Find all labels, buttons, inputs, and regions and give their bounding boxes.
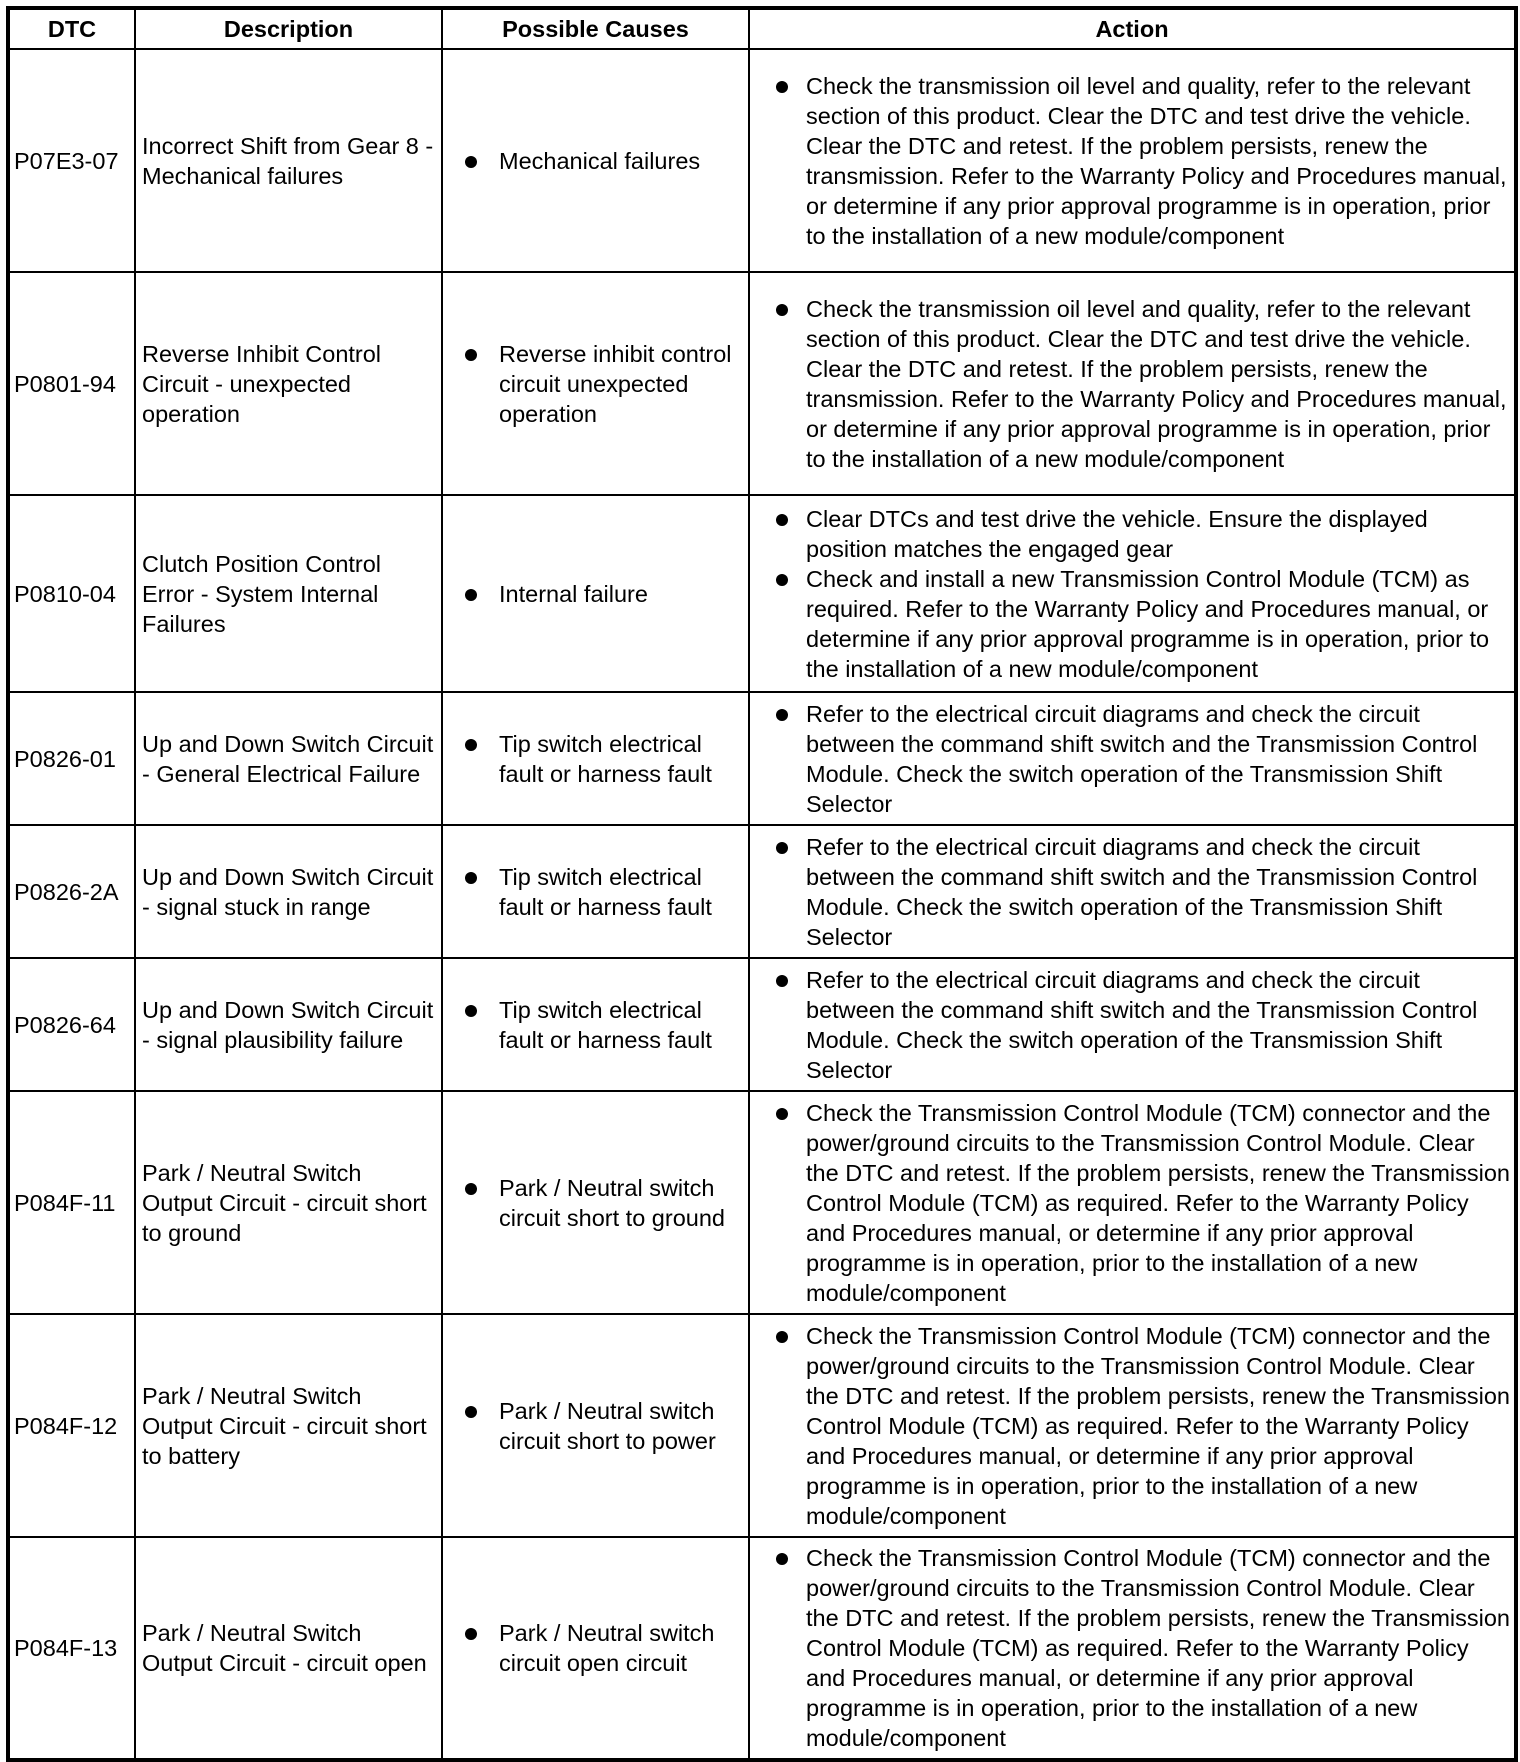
causes-cell [442,692,749,825]
cause-item [449,579,742,609]
action-text: Clear DTCs and test drive the vehicle. Ensure the displayed position matches the engaged gear [806,505,1428,562]
bullet-icon [465,1406,477,1418]
action-cell [749,825,1516,958]
action-cell [749,1091,1516,1314]
bullet-icon [776,709,788,721]
action-cell [749,495,1516,692]
cause-text: Park / Neutral switch circuit open circuit [499,1620,715,1676]
description-cell: Incorrect Shift from Gear 8 - Mechanical failures [135,49,442,272]
cause-text: Tip switch electrical fault or harness fault [499,996,712,1053]
action-item [756,699,1510,819]
bullet-icon [776,304,788,316]
cause-text: Park / Neutral switch circuit short to power [499,1397,716,1454]
action-cell [749,1314,1516,1537]
action-text: Refer to the electrical circuit diagrams and check the circuit between the command shift switch and the Transmission Control Module. Check the switch operation of the Transmission Shift Selector [806,833,1478,950]
dtc-code: P084F-11 [8,1091,135,1314]
bullet-icon [465,156,477,168]
action-cell [749,692,1516,825]
action-text: Check the Transmission Control Module (TCM) connector and the power/ground circuits to the Transmission Control Module. Clear the DTC and retest. If the problem persists, renew the Transmission Control Module (TCM) as required. Refer to the Warranty Policy and Procedures manual, or determine if any prior approval programme is in operation, prior to the installation of a new module/component [806,1545,1510,1751]
table-row [8,1091,1516,1314]
cause-item [449,995,742,1055]
table-row [8,272,1516,495]
causes-cell [442,1314,749,1537]
dtc-table [6,6,1518,1762]
dtc-code: P0826-64 [8,958,135,1091]
action-cell [749,49,1516,272]
cause-item [449,146,742,176]
description-cell: Up and Down Switch Circuit - signal stuck in range [135,825,442,958]
header-possible-causes: Possible Causes [442,8,749,49]
action-item [756,1543,1510,1753]
causes-cell [442,958,749,1091]
header-action: Action [749,8,1516,49]
causes-cell [442,49,749,272]
cause-text: Tip switch electrical fault or harness fault [499,863,712,920]
header-description: Description [135,8,442,49]
description-cell: Park / Neutral Switch Output Circuit - circuit short to battery [135,1314,442,1537]
table-row [8,49,1516,272]
dtc-code: P07E3-07 [8,49,135,272]
dtc-code: P0826-2A [8,825,135,958]
description-cell: Up and Down Switch Circuit - signal plausibility failure [135,958,442,1091]
causes-cell [442,495,749,692]
table-row [8,958,1516,1091]
action-item [756,564,1510,684]
description-cell: Park / Neutral Switch Output Circuit - circuit short to ground [135,1091,442,1314]
causes-cell [442,1537,749,1760]
header-dtc: DTC [8,8,135,49]
bullet-icon [465,1183,477,1195]
table-row [8,825,1516,958]
table-row [8,692,1516,825]
bullet-icon [776,81,788,93]
bullet-icon [776,514,788,526]
action-item [756,504,1510,564]
table-row [8,495,1516,692]
action-text: Refer to the electrical circuit diagrams and check the circuit between the command shift switch and the Transmission Control Module. Check the switch operation of the Transmission Shift Selector [806,700,1478,817]
cause-item [449,1618,742,1678]
cause-item [449,862,742,922]
cause-text: Internal failure [499,580,648,607]
bullet-icon [776,574,788,586]
cause-text: Reverse inhibit control circuit unexpected operation [499,340,732,427]
bullet-icon [465,1628,477,1640]
cause-item [449,1396,742,1456]
causes-cell [442,825,749,958]
action-text: Refer to the electrical circuit diagrams and check the circuit between the command shift switch and the Transmission Control Module. Check the switch operation of the Transmission Shift Selector [806,966,1478,1083]
table-row [8,1537,1516,1760]
dtc-code: P0826-01 [8,692,135,825]
action-item [756,832,1510,952]
dtc-code: P084F-12 [8,1314,135,1537]
bullet-icon [465,1005,477,1017]
cause-text: Tip switch electrical fault or harness fault [499,730,712,787]
description-cell: Reverse Inhibit Control Circuit - unexpected operation [135,272,442,495]
bullet-icon [465,872,477,884]
bullet-icon [776,842,788,854]
causes-cell [442,1091,749,1314]
cause-item [449,1173,742,1233]
cause-text: Mechanical failures [499,147,701,174]
table-row [8,1314,1516,1537]
dtc-code: P0801-94 [8,272,135,495]
bullet-icon [776,1331,788,1343]
bullet-icon [465,349,477,361]
bullet-icon [776,1108,788,1120]
action-text: Check the transmission oil level and quality, refer to the relevant section of this product. Clear the DTC and test drive the vehicle. Clear the DTC and retest. If the problem persists, renew the transmission. Refer to the Warranty Policy and Procedures manual, or determine if any prior approval programme is in operation, prior to the installation of a new module/component [806,72,1507,249]
action-item [756,1098,1510,1308]
table-body [8,49,1516,1760]
description-cell: Up and Down Switch Circuit - General Electrical Failure [135,692,442,825]
cause-item [449,339,742,429]
action-cell [749,1537,1516,1760]
action-cell [749,958,1516,1091]
description-cell: Park / Neutral Switch Output Circuit - circuit open [135,1537,442,1760]
action-text: Check the Transmission Control Module (TCM) connector and the power/ground circuits to the Transmission Control Module. Clear the DTC and retest. If the problem persists, renew the Transmission Control Module (TCM) as required. Refer to the Warranty Policy and Procedures manual, or determine if any prior approval programme is in operation, prior to the installation of a new module/component [806,1322,1510,1529]
action-cell [749,272,1516,495]
cause-text: Park / Neutral switch circuit short to ground [499,1174,725,1231]
action-item [756,965,1510,1085]
action-text: Check the Transmission Control Module (TCM) connector and the power/ground circuits to the Transmission Control Module. Clear the DTC and retest. If the problem persists, renew the Transmission Control Module (TCM) as required. Refer to the Warranty Policy and Procedures manual, or determine if any prior approval programme is in operation, prior to the installation of a new module/component [806,1099,1510,1306]
dtc-code: P0810-04 [8,495,135,692]
dtc-code: P084F-13 [8,1537,135,1760]
header-row [8,8,1516,49]
action-item [756,294,1510,474]
bullet-icon [465,589,477,601]
cause-item [449,729,742,789]
causes-cell [442,272,749,495]
action-text: Check the transmission oil level and quality, refer to the relevant section of this product. Clear the DTC and test drive the vehicle. Clear the DTC and retest. If the problem persists, renew the transmission. Refer to the Warranty Policy and Procedures manual, or determine if any prior approval programme is in operation, prior to the installation of a new module/component [806,295,1507,472]
description-cell: Clutch Position Control Error - System Internal Failures [135,495,442,692]
action-item [756,71,1510,251]
bullet-icon [776,975,788,987]
action-item [756,1321,1510,1531]
bullet-icon [776,1553,788,1565]
action-text: Check and install a new Transmission Control Module (TCM) as required. Refer to the Warranty Policy and Procedures manual, or determine if any prior approval programme is in operation, prior to the installation of a new module/component [806,565,1490,682]
bullet-icon [465,739,477,751]
